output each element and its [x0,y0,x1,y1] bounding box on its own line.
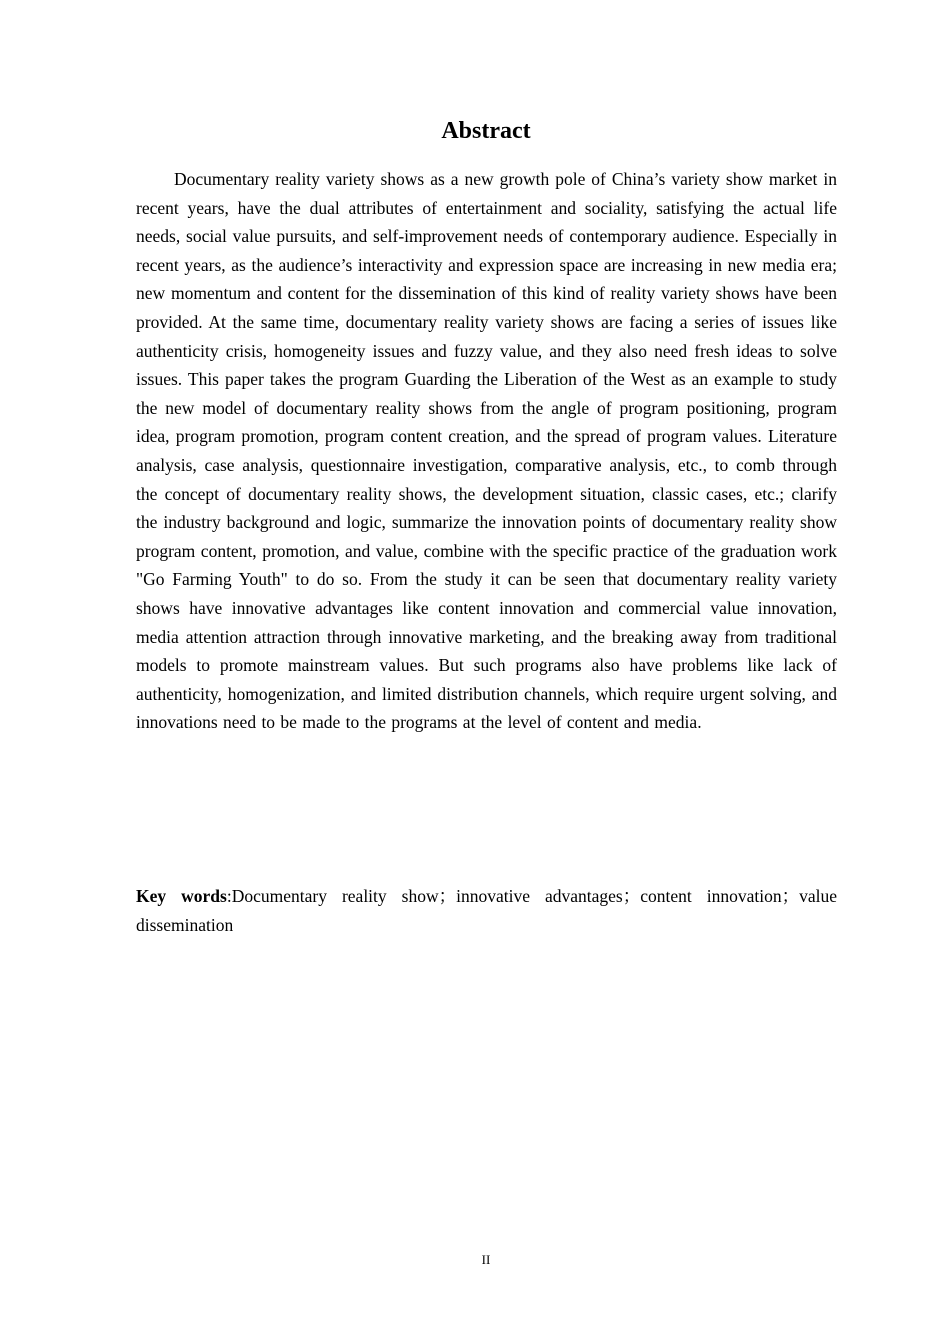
abstract-body: Documentary reality variety shows as a new growth pole of China’s variety show market in recent years, have the dual attributes of entertainment and sociality, satisfying the actual life needs, social value pursuits, and self-improvement needs of contemporary audience. Especially in recent years, as the audience’s interactivity and expression space are increasing in new media era; new momentum and content for the dissemination of this kind of reality variety shows have been provided. At the same time, documentary reality variety shows are facing a series of issues like authenticity crisis, homogeneity issues and fuzzy value, and they also need fresh ideas to solve issues. This paper takes the program Guarding the Liberation of the West as an example to study the new model of documentary reality shows from the angle of program positioning, program idea, program promotion, program content creation, and the spread of program values. Literature analysis, case analysis, questionnaire investigation, comparative analysis, etc., to comb through the concept of documentary reality shows, the development situation, classic cases, etc.; clarify the industry background and logic, summarize the innovation points of documentary reality show program content, promotion, and value, combine with the specific practice of the graduation work "Go Farming Youth" to do so. From the study it can be seen that documentary reality variety shows have innovative advantages like content innovation and commercial value innovation, media attention attraction through innovative marketing, and the breaking away from traditional models to promote mainstream values. But such programs also have problems like lack of authenticity, homogenization, and limited distribution channels, which require urgent solving, and innovations need to be made to the programs at the level of content and media. [136,169,837,733]
page-number: II [481,1252,491,1267]
keywords-text: :Documentary reality show；innovative advantages；content innovation；value dissemination [136,886,838,935]
abstract-title: Abstract [441,118,531,144]
keywords-paragraph [136,882,837,939]
keywords-label: Key words [136,886,227,906]
